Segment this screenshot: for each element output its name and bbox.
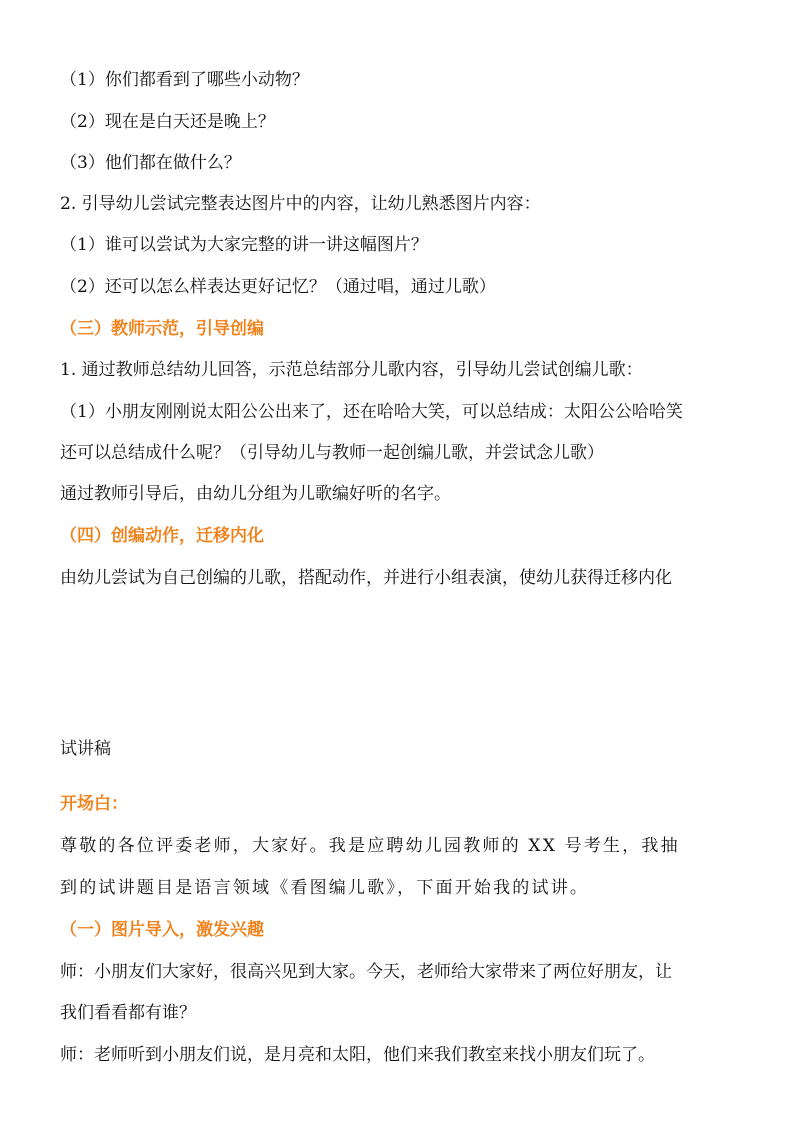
script-title: 试讲稿: [60, 739, 111, 759]
teacher-dialogue-line-3: 师：老师听到小朋友们说，是月亮和太阳，他们来我们教室来找小朋友们玩了。: [60, 1045, 655, 1065]
movement-activity-line: 由幼儿尝试为自己创编的儿歌，搭配动作，并进行小组表演，使幼儿获得迁移内化: [60, 568, 672, 588]
step-2-line: 2. 引导幼儿尝试完整表达图片中的内容，让幼儿熟悉图片内容：: [60, 194, 541, 214]
teacher-dialogue-line-2: 我们看看都有谁？: [60, 1003, 196, 1023]
teacher-demo-step-line: 1. 通过教师总结幼儿回答，示范总结部分儿歌内容，引导幼儿尝试创编儿歌：: [60, 360, 643, 380]
step-2-question-2-line: （2）还可以怎么样表达更好记忆？（通过唱，通过儿歌）: [60, 277, 496, 297]
teacher-demo-example-line: （1）小朋友刚刚说太阳公公出来了，还在哈哈大笑，可以总结成：太阳公公哈哈笑: [60, 402, 683, 422]
section-heading-three: （三）教师示范，引导创编: [60, 319, 264, 339]
question-2-line: （2）现在是白天还是晚上？: [60, 112, 275, 132]
teacher-demo-example-continuation-line: 还可以总结成什么呢？（引导幼儿与教师一起创编儿歌，并尝试念儿歌）: [60, 443, 604, 463]
teacher-dialogue-line-1: 师：小朋友们大家好，很高兴见到大家。今天，老师给大家带来了两位好朋友，让: [60, 962, 672, 982]
naming-activity-line: 通过教师引导后，由幼儿分组为儿歌编好听的名字。: [60, 484, 451, 504]
question-3-line: （3）他们都在做什么？: [60, 153, 241, 173]
section-heading-four: （四）创编动作，迁移内化: [60, 526, 264, 546]
opening-heading: 开场白：: [60, 794, 128, 814]
section-heading-one: （一）图片导入，激发兴趣: [60, 920, 264, 940]
opening-paragraph-line-2: 到的试讲题目是语言领域《看图编儿歌》，下面开始我的试讲。: [60, 878, 590, 898]
question-1-line: （1）你们都看到了哪些小动物？: [60, 70, 309, 90]
opening-paragraph-line-1: 尊敬的各位评委老师，大家好。我是应聘幼儿园教师的 XX 号考生，我抽: [60, 836, 680, 856]
step-2-question-1-line: （1）谁可以尝试为大家完整的讲一讲这幅图片？: [60, 235, 428, 255]
